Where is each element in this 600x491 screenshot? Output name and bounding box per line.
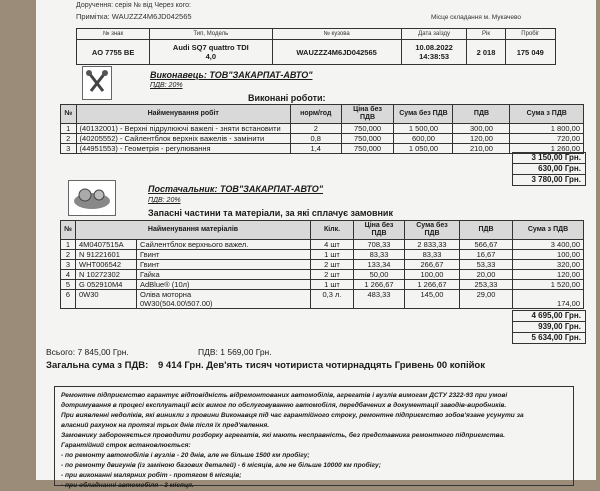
vehicle-label: № знак: [77, 29, 150, 40]
part-name: [137, 290, 311, 309]
price: 50,00: [354, 270, 405, 280]
col-header: №: [61, 105, 77, 124]
grand-total-value: 9 414 Грн. Дев'ять тисяч чотириста чотирнадцять Гривень 00 копійок: [158, 360, 485, 371]
total: 1 260,00: [510, 144, 584, 154]
price: 750,000: [341, 144, 394, 154]
sum: 1 500,00: [394, 124, 453, 134]
invoice-sheet: [36, 0, 596, 489]
model-line: 4,0: [205, 52, 217, 61]
total: 720,00: [510, 134, 584, 144]
total: 174,00: [513, 290, 584, 309]
price: 133,34: [354, 260, 405, 270]
note-line: - по ремонту автомобілів і вузлів - 20 днів, але не більше 1500 км пробігу;: [61, 452, 310, 459]
order-line: Доручення: серія № від Через кого:: [76, 2, 191, 9]
part-name: Гвинт: [137, 260, 311, 270]
col-header: Ціна без ПДВ: [354, 221, 405, 240]
col-header: норм/год: [290, 105, 341, 124]
vat: 300,00: [453, 124, 510, 134]
note-line: - по ремонту двигунів (із заміною базових деталей) - 6 місяців, але не більше 10000 км пробігу;: [61, 462, 381, 469]
parts-totals: [512, 310, 586, 344]
model-line: Audi SQ7 quattro TDI: [172, 43, 249, 52]
part-name: Гайка: [137, 270, 311, 280]
total: 100,00: [513, 250, 584, 260]
part-name: AdBlue® (10л): [137, 280, 311, 290]
qty: 1 шт: [311, 280, 354, 290]
parts-total-vat: 939,00 Грн.: [513, 322, 586, 333]
vehicle-label: Тип, Модель: [150, 29, 272, 40]
note-line: При виявленні недоліків, які виникли з провини Виконавця під час гарантійного строку, ремонтне підприємство зобов'язане усунути за: [61, 412, 524, 419]
vehicle-label: Дата заїзду: [401, 29, 467, 40]
table-row: [61, 240, 584, 250]
table-row: [61, 124, 584, 134]
total: 1 800,00: [510, 124, 584, 134]
parts-table: [60, 220, 584, 309]
note-line: Примітка: WAUZZZ4M6JD042565: [76, 12, 192, 21]
table-row: [61, 260, 584, 270]
total: 1 520,00: [513, 280, 584, 290]
works-total-vat: 630,00 Грн.: [513, 164, 586, 175]
wrench-logo-icon: [82, 66, 112, 100]
works-table: [60, 104, 584, 154]
total-vat: ПДВ: 1 569,00 Грн.: [198, 347, 272, 357]
sum: 1 266,67: [405, 280, 460, 290]
total: 320,00: [513, 260, 584, 270]
price: 708,33: [354, 240, 405, 250]
price: 483,33: [354, 290, 405, 309]
part-code: WHT006542: [76, 260, 137, 270]
table-row: [61, 250, 584, 260]
note-line: Гарантійний строк встановлюється:: [61, 442, 191, 449]
vat: 16,67: [460, 250, 513, 260]
total: 3 400,00: [513, 240, 584, 250]
parts-logo-icon: [68, 180, 116, 216]
col-header: №: [61, 221, 76, 240]
hours: 1,4: [290, 144, 341, 154]
qty: 4 шт: [311, 240, 354, 250]
part-name: Сайлентблок верхнього важел.: [137, 240, 311, 250]
col-header: ПДВ: [453, 105, 510, 124]
works-totals: [512, 152, 586, 186]
works-vat-note: ПДВ: 20%: [150, 82, 183, 89]
sum: 2 833,33: [405, 240, 460, 250]
place-line: Місце складання м. Мукачево: [431, 14, 521, 21]
parts-vat-note: ПДВ: 20%: [148, 197, 181, 204]
works-total-with-vat: 3 780,00 Грн.: [513, 175, 586, 186]
price: 83,33: [354, 250, 405, 260]
part-name: Гвинт: [137, 250, 311, 260]
part-name-line: 0W30(504.00\507.00): [140, 299, 213, 308]
executor-label: Виконавець: ТОВ"ЗАКАРПАТ-АВТО": [150, 70, 313, 80]
col-header: Найменування матеріалів: [76, 221, 311, 240]
vehicle-label: № кузова: [272, 29, 401, 40]
vat: 120,00: [453, 134, 510, 144]
qty: 2 шт: [311, 260, 354, 270]
table-row: [61, 144, 584, 154]
work-name: (40205552) - Сайлентблок верхніх важелів - замінити: [76, 134, 290, 144]
qty: 1 шт: [311, 250, 354, 260]
work-name: (44951553) - Геометрія - регулювання: [76, 144, 290, 154]
row-num: 6: [61, 290, 76, 309]
col-header: Сума без ПДВ: [405, 221, 460, 240]
note-line: Замовнику забороняється проводити розборку агрегатів, які мають несправність, без представника ремонтного підприємства.: [61, 432, 505, 439]
total: 120,00: [513, 270, 584, 280]
row-num: 3: [61, 144, 77, 154]
parts-total-no-vat: 4 695,00 Грн.: [513, 311, 586, 322]
col-header: Сума з ПДВ: [513, 221, 584, 240]
row-num: 5: [61, 280, 76, 290]
arrival-date: [401, 40, 467, 65]
plate-number: AO 7755 BE: [77, 40, 150, 65]
vehicle-label: Рік: [467, 29, 505, 40]
hours: 0,8: [290, 134, 341, 144]
col-header: Кілк.: [311, 221, 354, 240]
row-num: 2: [61, 250, 76, 260]
sum: 145,00: [405, 290, 460, 309]
vat: 29,00: [460, 290, 513, 309]
parts-total-with-vat: 5 634,00 Грн.: [513, 333, 586, 344]
vat: 20,00: [460, 270, 513, 280]
qty: 2 шт: [311, 270, 354, 280]
sum: 266,67: [405, 260, 460, 270]
note-line: Ремонтне підприємство гарантує відповідність відремонтованих автомобілів, агрегатів і вузлів вимогам ДСТУ 2322-93 при умові: [61, 392, 508, 399]
row-num: 1: [61, 124, 77, 134]
table-row: [61, 134, 584, 144]
qty: 0,3 л.: [311, 290, 354, 309]
date-line: 10.08.2022: [415, 43, 453, 52]
mileage: 175 049: [505, 40, 555, 65]
part-code: 0W30: [76, 290, 137, 309]
part-code: G 052910M4: [76, 280, 137, 290]
row-num: 1: [61, 240, 76, 250]
col-header: Сума без ПДВ: [394, 105, 453, 124]
col-header: Найменування робіт: [76, 105, 290, 124]
warranty-notes: [54, 386, 574, 489]
part-code: 4M0407515A: [76, 240, 137, 250]
note-line: - при обладнанні автомобіля - 3 місяця.: [61, 482, 194, 489]
price: 750,000: [341, 124, 394, 134]
sum: 100,00: [405, 270, 460, 280]
vat: 53,33: [460, 260, 513, 270]
table-row: [61, 290, 584, 309]
vat: 210,00: [453, 144, 510, 154]
part-name-line: Оліва моторна: [140, 290, 192, 299]
col-header: ПДВ: [460, 221, 513, 240]
hours: 2: [290, 124, 341, 134]
vin-number: WAUZZZ4M6JD042565: [272, 40, 401, 65]
grand-total-label: Загальна сума з ПДВ:: [46, 360, 149, 371]
sum: 600,00: [394, 134, 453, 144]
time-line: 14:38:53: [419, 52, 450, 61]
vehicle-table: [76, 28, 556, 65]
supplier-label: Постачальник: ТОВ"ЗАКАРПАТ-АВТО": [148, 184, 324, 194]
table-row: [61, 280, 584, 290]
row-num: 2: [61, 134, 77, 144]
vat: 566,67: [460, 240, 513, 250]
row-num: 3: [61, 260, 76, 270]
vehicle-label: Пробіг: [505, 29, 555, 40]
price: 1 266,67: [354, 280, 405, 290]
total-no-vat: Всього: 7 845,00 Грн.: [46, 347, 129, 357]
sum: 1 050,00: [394, 144, 453, 154]
note-line: власний рахунок на протязі трьох днів після їх пред'явлення.: [61, 422, 270, 429]
note-line: дотримування в процесі експлуатації всіх вимог по обслуговуванню автомобіля, передбачених в документації заводів-виробників.: [61, 402, 507, 409]
note-line: - при виконанні малярних робіт - протягом 6 місяців;: [61, 472, 242, 479]
row-num: 4: [61, 270, 76, 280]
vat: 253,33: [460, 280, 513, 290]
part-code: N 10272302: [76, 270, 137, 280]
vehicle-year: 2 018: [467, 40, 505, 65]
col-header: Сума з ПДВ: [510, 105, 584, 124]
work-name: (40132001) - Верхні підрулюючі важелі - зняти встановити: [76, 124, 290, 134]
part-code: N 91221601: [76, 250, 137, 260]
parts-title: Запасні частини та матеріали, за які сплачує замовник: [148, 208, 393, 218]
col-header: Ціна без ПДВ: [341, 105, 394, 124]
works-total-no-vat: 3 150,00 Грн.: [513, 153, 586, 164]
price: 750,000: [341, 134, 394, 144]
sum: 83,33: [405, 250, 460, 260]
vehicle-model: [150, 40, 272, 65]
works-title: Виконані роботи:: [248, 93, 326, 103]
table-row: [61, 270, 584, 280]
